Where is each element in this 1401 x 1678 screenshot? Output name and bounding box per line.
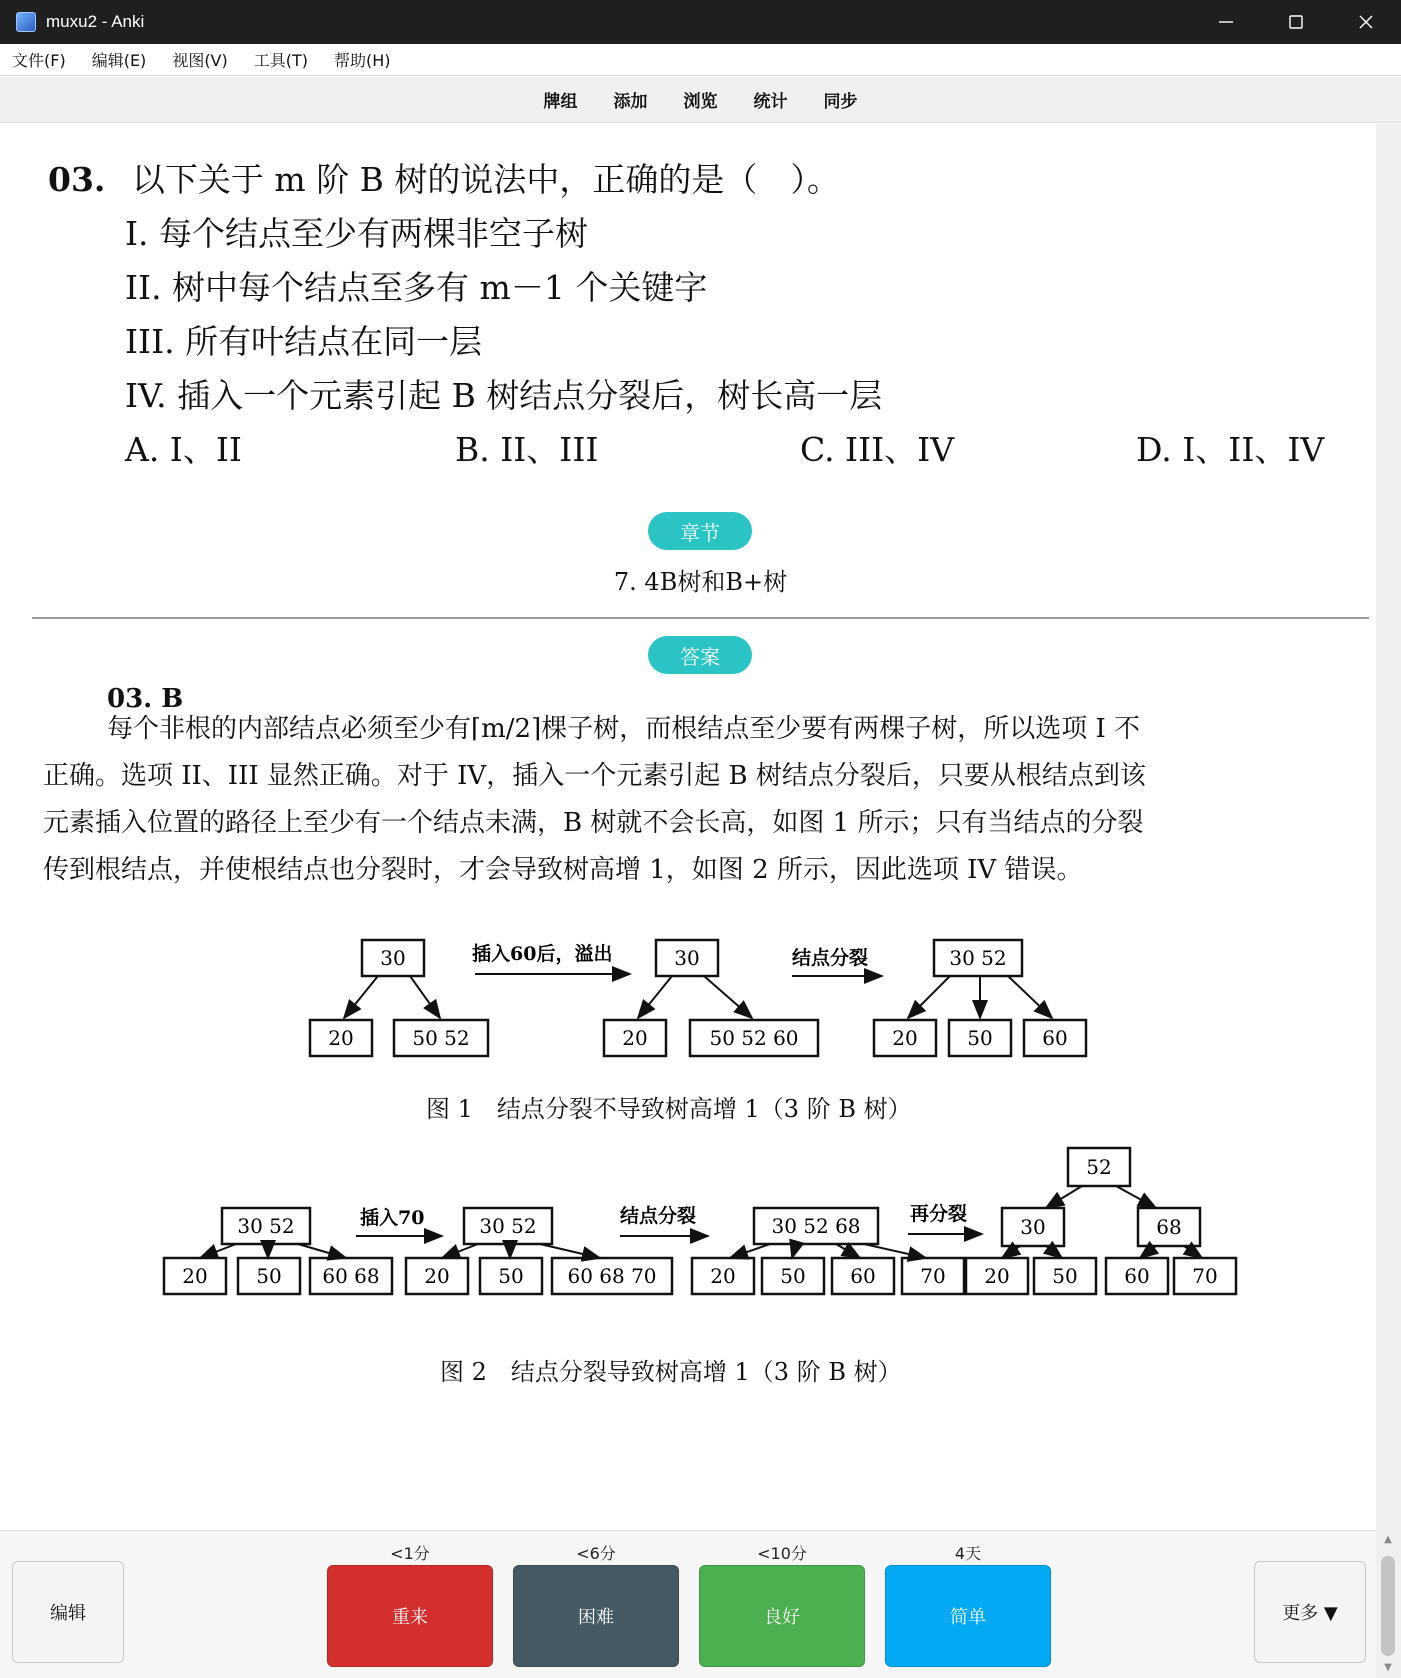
fig1-tree3-leaf-label: 50 [967, 1026, 993, 1050]
fig1-arrow2-label: 结点分裂 [792, 947, 869, 969]
card-view [0, 124, 1376, 1530]
toolbar-add[interactable]: 添加 [613, 92, 648, 112]
fig2-tree4-internal-label: 30 [1020, 1215, 1046, 1239]
scrollbar-thumb[interactable] [1381, 1556, 1395, 1656]
good-button[interactable]: 良好 [699, 1565, 865, 1667]
easy-button[interactable]: 简单 [885, 1565, 1051, 1667]
fig2-tree1-leaf-label: 20 [182, 1264, 208, 1288]
fig1-tree1-leaf-label: 50 52 [412, 1026, 470, 1050]
option-b: B. II、III [455, 430, 599, 469]
fig2-arrow1-label: 插入70 [360, 1207, 425, 1229]
chapter-tag: 章节 [648, 512, 752, 550]
option-a: A. I、II [125, 430, 242, 469]
fig2-tree1-root-label: 30 52 [237, 1214, 295, 1238]
menu-help[interactable]: 帮助(H) [334, 51, 391, 70]
fig2-tree1-leaf-label: 50 [256, 1264, 282, 1288]
answer-tag: 答案 [648, 636, 752, 674]
edit-button[interactable]: 编辑 [12, 1561, 124, 1663]
hard-button[interactable]: 困难 [513, 1565, 679, 1667]
maximize-icon [1288, 14, 1304, 30]
menu-tools[interactable]: 工具(T) [253, 51, 309, 70]
question-stem: 以下关于 m 阶 B 树的说法中，正确的是（ ）。 [131, 160, 840, 199]
again-button[interactable]: 重来 [327, 1565, 493, 1667]
again-interval: <1分 [390, 1544, 430, 1563]
title-bar [0, 0, 1401, 44]
fig2-tree3-root-label: 30 52 68 [771, 1214, 861, 1238]
statement-2: II. 树中每个结点至多有 m－1 个关键字 [125, 268, 708, 307]
answer-line-3: 元素插入位置的路径上至少有一个结点未满，B 树就不会长高，如图 1 所示；只有当结点的分裂 [43, 808, 1144, 838]
fig1-tree2-root-label: 30 [674, 946, 700, 970]
fig2-tree3-leaf-label: 20 [710, 1264, 736, 1288]
fig2-tree2-leaf-label: 50 [498, 1264, 524, 1288]
fig2-tree3-leaf-label: 70 [920, 1264, 946, 1288]
answer-line-2: 正确。选项 II、III 显然正确。对于 IV，插入一个元素引起 B 树结点分裂后，只要从根结点到该 [43, 761, 1146, 791]
window-controls [1191, 0, 1401, 44]
fig1-tree3-leaf-label: 20 [892, 1026, 918, 1050]
hard-interval: <6分 [576, 1544, 616, 1563]
figure-1-diagram [300, 932, 1100, 1062]
fig1-tree2-leaf-label: 50 52 60 [709, 1026, 799, 1050]
fig2-arrow3-label: 再分裂 [910, 1203, 968, 1225]
figure-1-caption: 图 1 结点分裂不导致树高增 1（3 阶 B 树） [426, 1095, 912, 1123]
option-d: D. I、II、IV [1136, 430, 1325, 469]
fig2-tree3-leaf-label: 50 [780, 1264, 806, 1288]
menu-view[interactable]: 视图(V) [172, 51, 228, 70]
scroll-up-icon[interactable]: ▲ [1384, 1534, 1392, 1545]
fig2-tree4-leaf-label: 20 [984, 1264, 1010, 1288]
answer-line-1: 每个非根的内部结点必须至少有⌈m/2⌉棵子树，而根结点至少要有两棵子树，所以选项 I 不 [107, 714, 1141, 744]
toolbar-decks[interactable]: 牌组 [543, 92, 578, 112]
figure-2-caption: 图 2 结点分裂导致树高增 1（3 阶 B 树） [440, 1358, 902, 1386]
fig1-arrow1-label: 插入60后，溢出 [472, 943, 613, 965]
question-stem-line [48, 154, 840, 201]
fig2-tree4-leaf-label: 70 [1192, 1264, 1218, 1288]
fig2-tree2-leaf-label: 20 [424, 1264, 450, 1288]
review-bottom-bar [0, 1530, 1376, 1678]
toolbar-stats[interactable]: 统计 [753, 92, 788, 112]
fig2-tree4-leaf-label: 50 [1052, 1264, 1078, 1288]
figure-2-diagram [160, 1146, 1240, 1296]
fig1-tree2-leaf-label: 20 [622, 1026, 648, 1050]
fig1-tree1-root-label: 30 [380, 946, 406, 970]
chapter-value: 7. 4B树和B+树 [613, 568, 788, 596]
question-answer-divider [32, 617, 1369, 619]
statement-1: I. 每个结点至少有两棵非空子树 [125, 214, 589, 253]
toolbar-sync[interactable]: 同步 [823, 92, 858, 112]
answer-line-4: 传到根结点，并使根结点也分裂时，才会导致树高增 1，如图 2 所示，因此选项 IV 错误。 [43, 855, 1083, 885]
toolbar-browse[interactable]: 浏览 [683, 92, 718, 112]
minimize-button[interactable] [1191, 0, 1261, 44]
close-icon [1358, 14, 1374, 30]
statement-4: IV. 插入一个元素引起 B 树结点分裂后，树长高一层 [125, 376, 883, 415]
fig2-tree4-internal-label: 68 [1156, 1215, 1182, 1239]
main-toolbar [0, 77, 1401, 123]
option-c: C. III、IV [800, 430, 955, 469]
fig2-tree1-leaf-label: 60 68 [322, 1264, 380, 1288]
question-number: 03. [48, 160, 106, 199]
scroll-down-icon[interactable]: ▼ [1384, 1662, 1392, 1673]
fig1-tree3-leaf-label: 60 [1042, 1026, 1068, 1050]
fig2-tree2-leaf-label: 60 68 70 [567, 1264, 657, 1288]
easy-interval: 4天 [954, 1544, 982, 1563]
answer-title: 03. B [107, 684, 184, 714]
maximize-button[interactable] [1261, 0, 1331, 44]
fig2-tree4-leaf-label: 60 [1124, 1264, 1150, 1288]
fig2-tree4-root-label: 52 [1086, 1155, 1112, 1179]
fig1-tree1-leaf-label: 20 [328, 1026, 354, 1050]
anki-app-icon [16, 12, 36, 32]
minimize-icon [1218, 14, 1234, 30]
good-interval: <10分 [757, 1544, 807, 1563]
menu-edit[interactable]: 编辑(E) [91, 51, 147, 70]
menu-bar [0, 44, 1401, 76]
close-button[interactable] [1331, 0, 1401, 44]
fig1-tree3-root-label: 30 52 [949, 946, 1007, 970]
fig2-tree3-leaf-label: 60 [850, 1264, 876, 1288]
menu-file[interactable]: 文件(F) [12, 51, 66, 70]
fig2-tree2-root-label: 30 52 [479, 1214, 537, 1238]
statement-3: III. 所有叶结点在同一层 [125, 322, 483, 361]
more-button[interactable]: 更多 ▼ [1254, 1561, 1366, 1663]
vertical-scrollbar[interactable] [1376, 124, 1401, 1678]
window-title: muxu2 - Anki [46, 12, 145, 31]
fig2-arrow2-label: 结点分裂 [620, 1205, 697, 1227]
